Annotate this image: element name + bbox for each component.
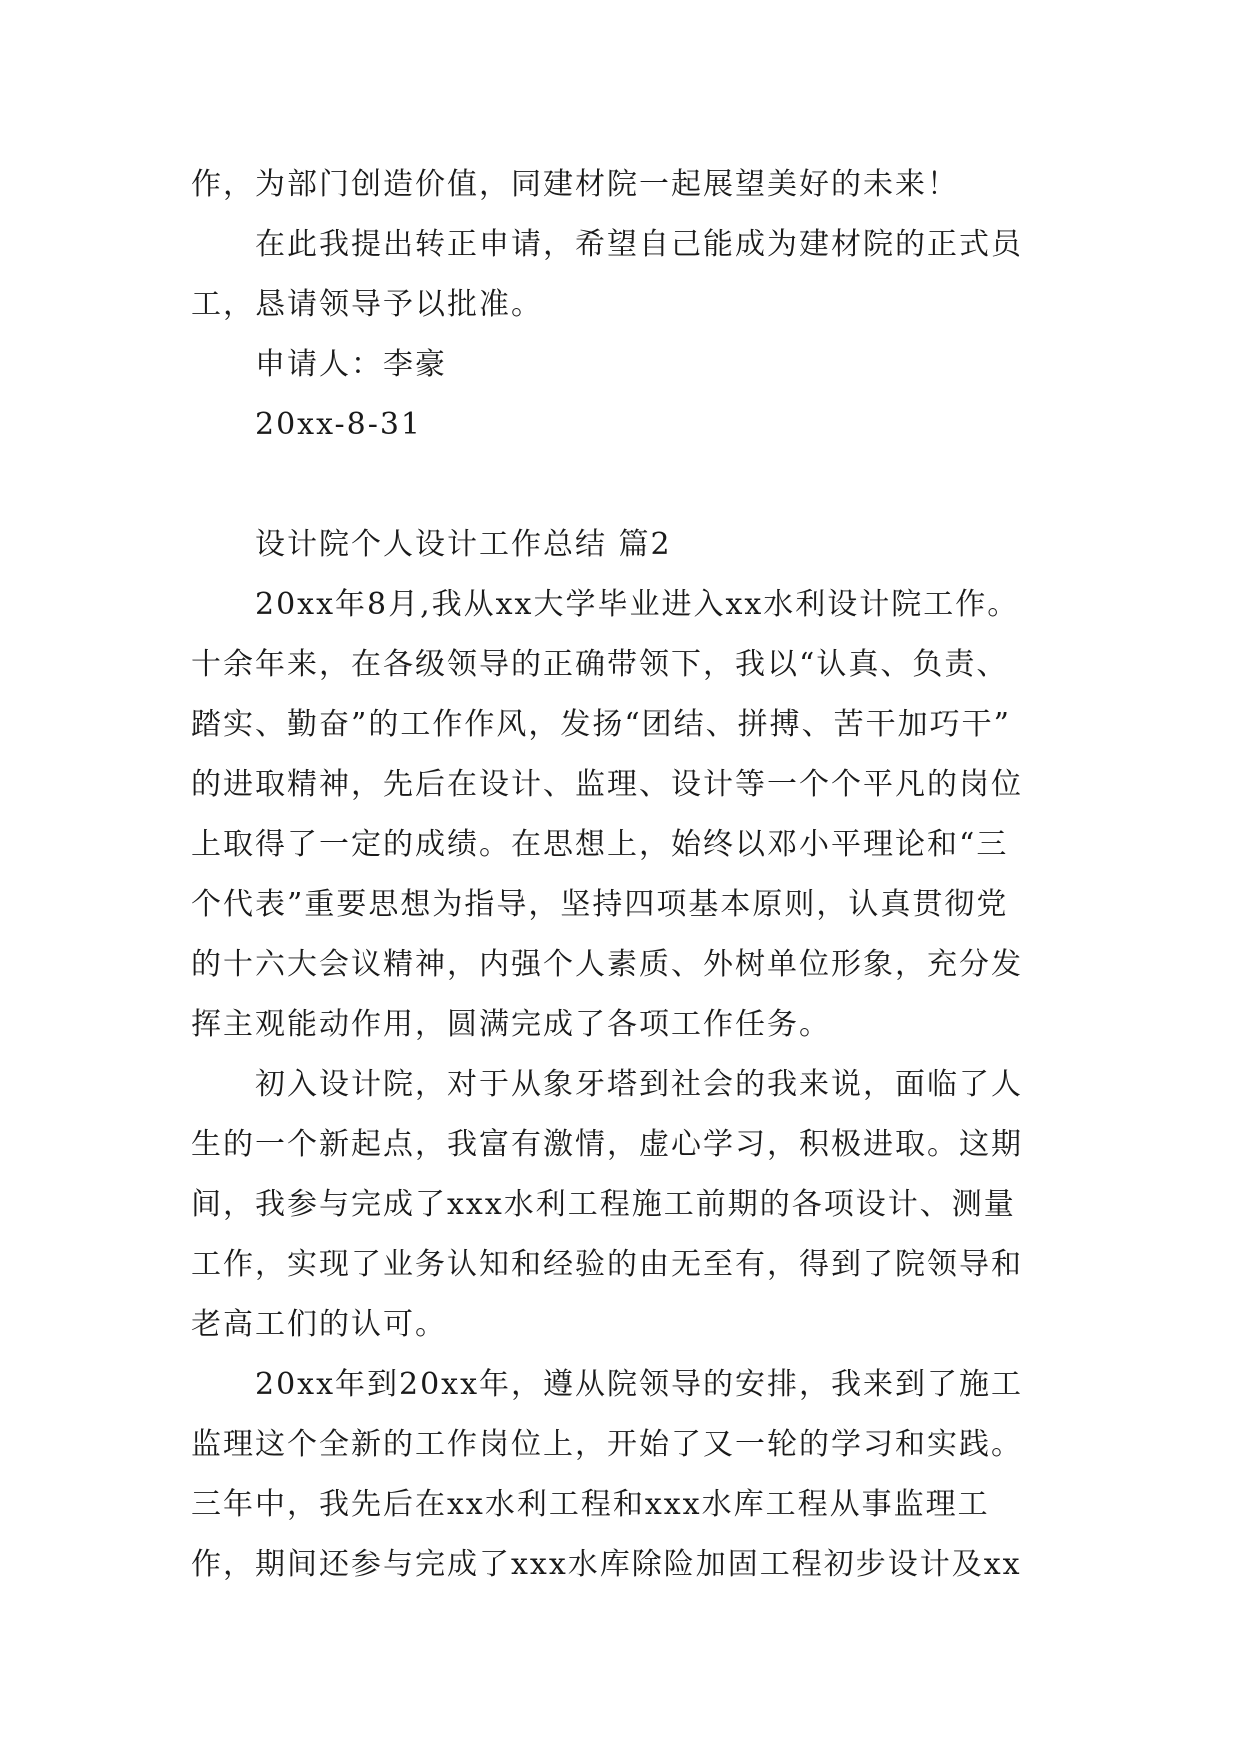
document-body: [191, 155, 1061, 1595]
text-line: 间，我参与完成了xxx水利工程施工前期的各项设计、测量: [191, 1187, 1016, 1222]
text-line: 的十六大会议精神，内强个人素质、外树单位形象，充分发: [191, 947, 1023, 982]
text-line: 20xx年8月,我从xx大学毕业进入xx水利设计院工作。: [255, 587, 1020, 622]
text-line: 踏实、勤奋”的工作作风，发扬“团结、拼搏、苦干加巧干”: [191, 707, 1012, 742]
section-title: 设计院个人设计工作总结 篇2: [255, 527, 672, 562]
text-line: 的进取精神，先后在设计、监理、设计等一个个平凡的岗位: [191, 767, 1023, 802]
text-line: 工作，实现了业务认知和经验的由无至有，得到了院领导和: [191, 1247, 1023, 1282]
text-line: 十余年来，在各级领导的正确带领下，我以“认真、负责、: [191, 647, 1009, 682]
text-line: 个代表”重要思想为指导，坚持四项基本原则，认真贯彻党: [191, 887, 1009, 922]
spacer: [191, 455, 1061, 515]
text-line: 作，为部门创造价值，同建材院一起展望美好的未来！: [191, 167, 959, 202]
text-line: 作，期间还参与完成了xxx水库除险加固工程初步设计及xx: [191, 1547, 1022, 1582]
text-line: 工，恳请领导予以批准。: [191, 287, 543, 322]
applicant-signature: 申请人：李豪: [255, 347, 447, 382]
text-line: 20xx年到20xx年，遵从院领导的安排，我来到了施工: [255, 1367, 1024, 1402]
text-line: 生的一个新起点，我富有激情，虚心学习，积极进取。这期: [191, 1127, 1023, 1162]
text-line: 三年中，我先后在xx水利工程和xxx水库工程从事监理工: [191, 1487, 990, 1522]
text-line: 上取得了一定的成绩。在思想上，始终以邓小平理论和“三: [191, 827, 1009, 862]
text-line: 挥主观能动作用，圆满完成了各项工作任务。: [191, 1007, 831, 1042]
text-line: 在此我提出转正申请，希望自己能成为建材院的正式员: [255, 227, 1023, 262]
text-line: 初入设计院，对于从象牙塔到社会的我来说，面临了人: [255, 1067, 1023, 1102]
application-date: 20xx-8-31: [255, 407, 423, 442]
text-line: 老高工们的认可。: [191, 1307, 447, 1342]
text-line: 监理这个全新的工作岗位上，开始了又一轮的学习和实践。: [191, 1427, 1023, 1462]
